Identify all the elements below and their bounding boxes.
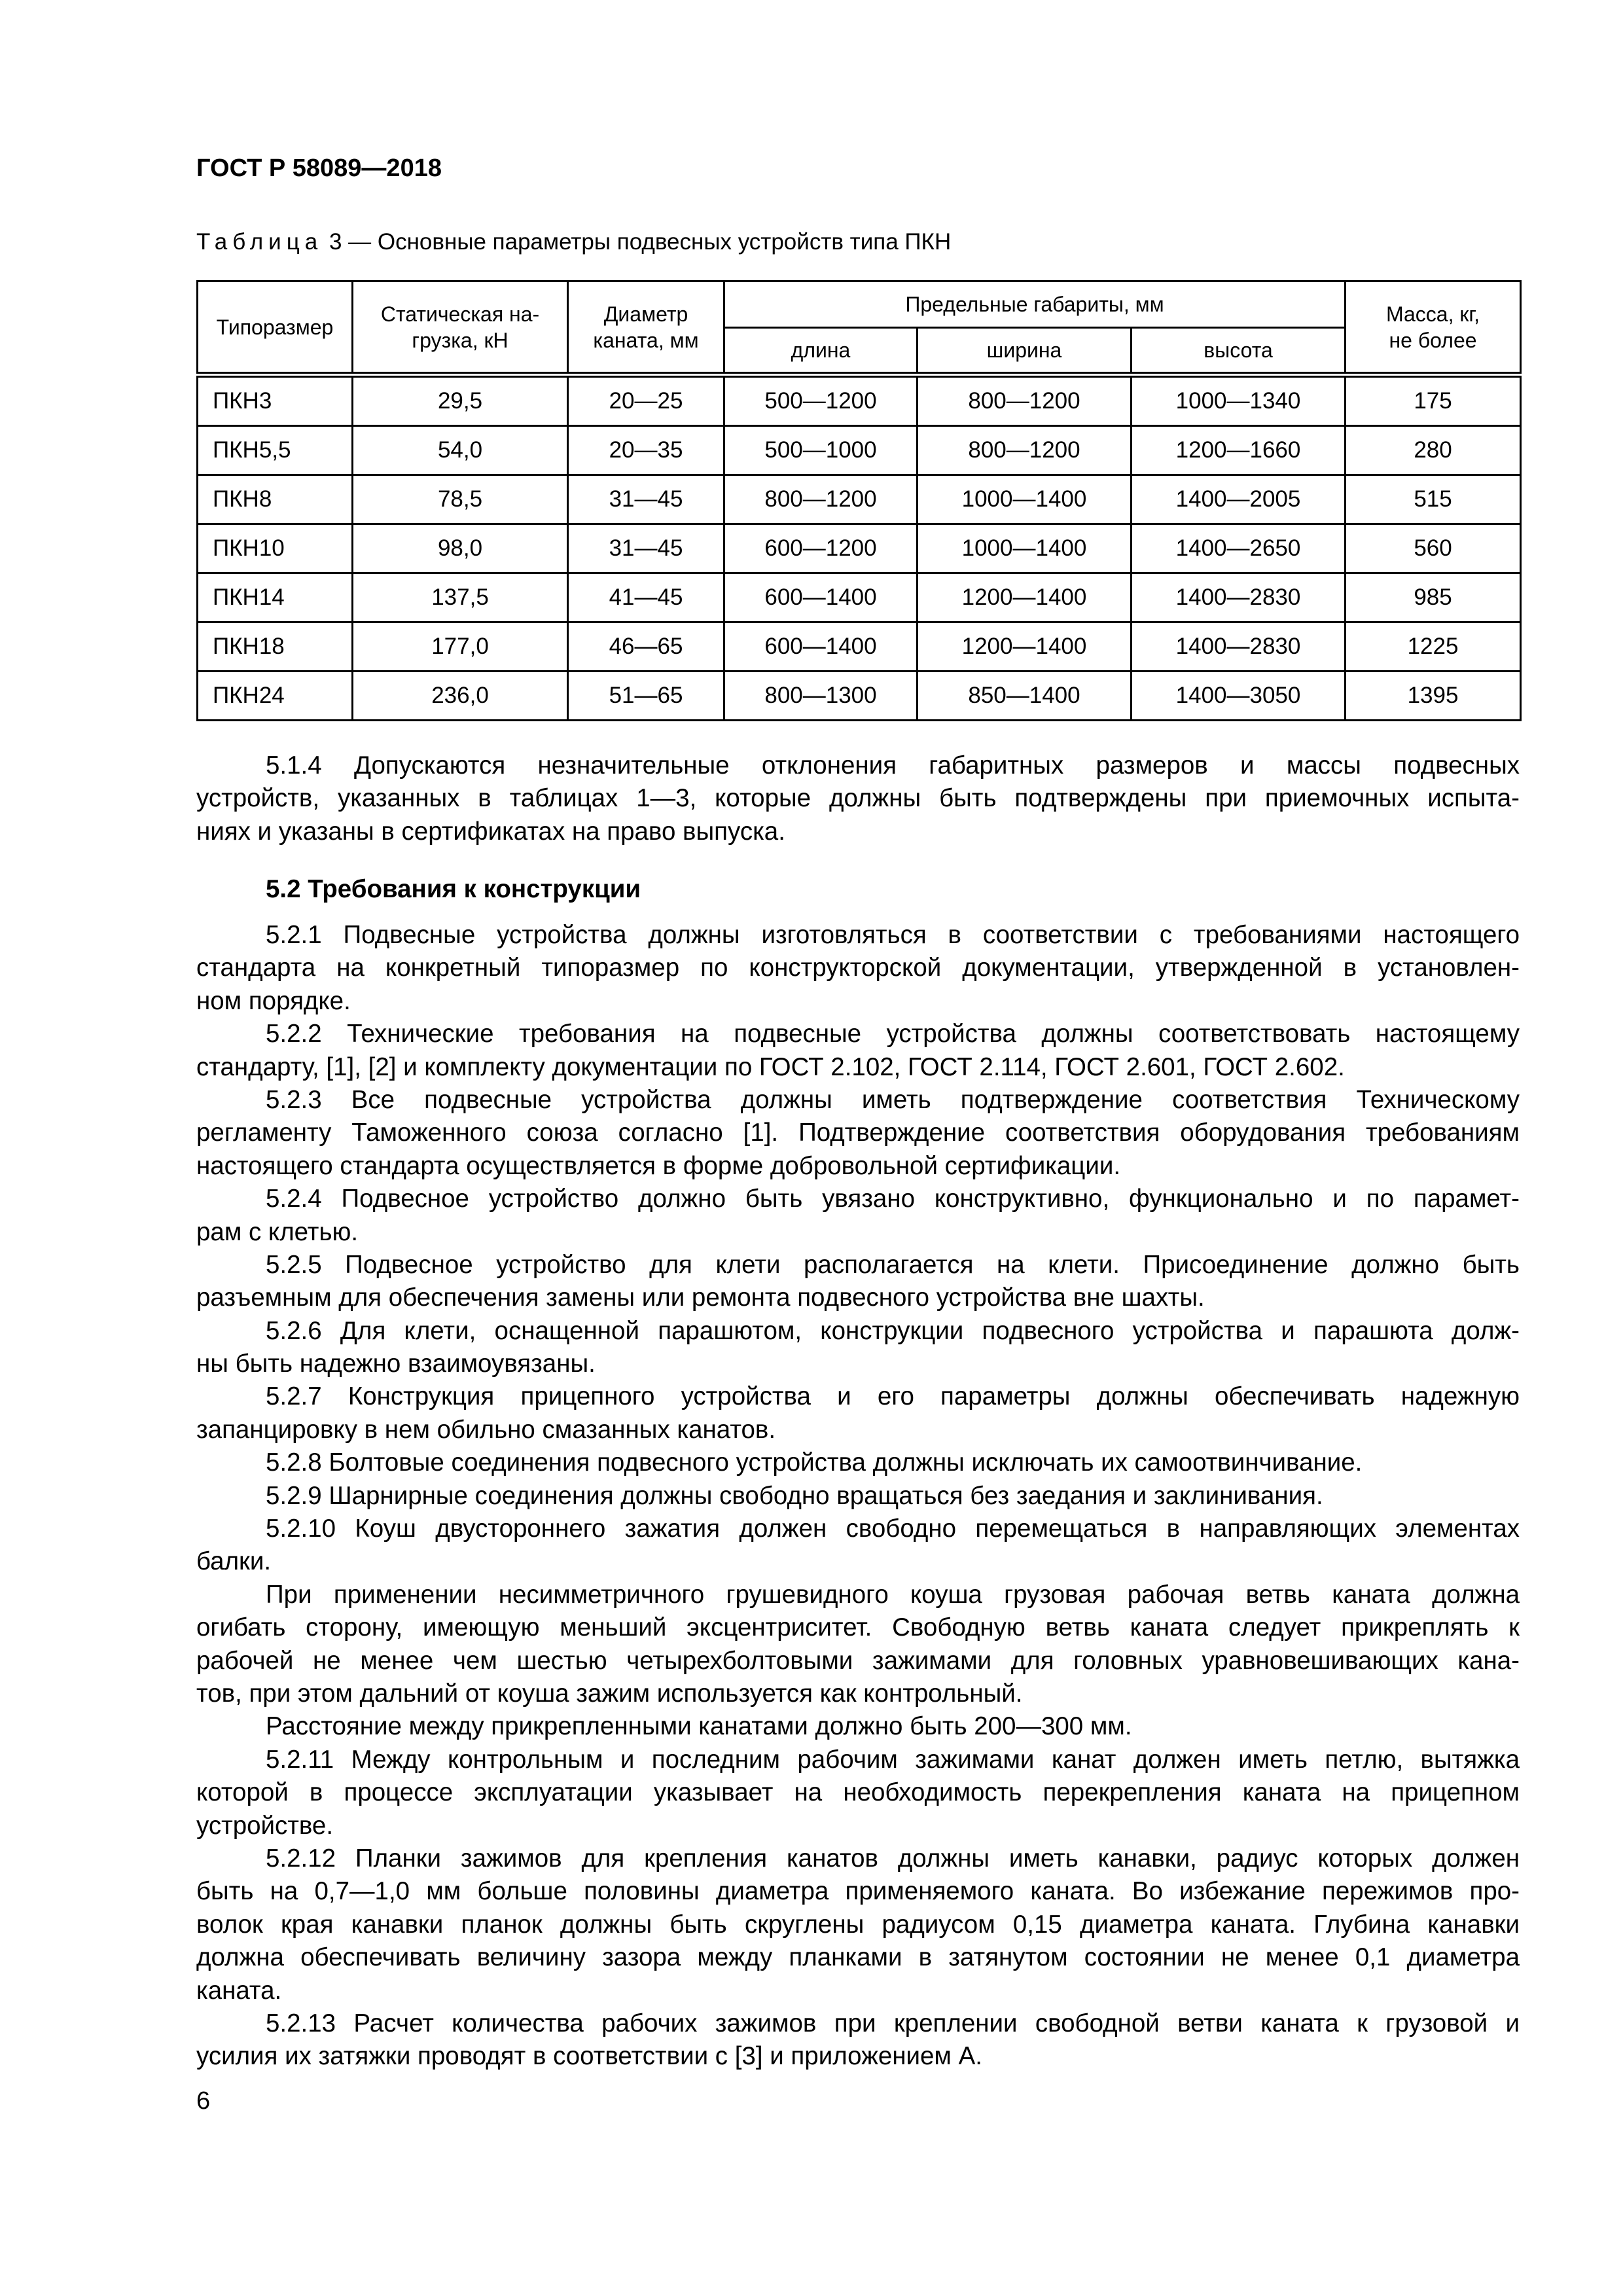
section-body (196, 919, 1520, 2073)
table-cell: 1400—2650 (1132, 524, 1346, 573)
text-line: быть на 0,7—1,0 мм больше половины диаметра применяемого каната. Во избежание пережимов про- (196, 1877, 1520, 1906)
table-cell: 515 (1346, 475, 1521, 524)
table-cell: 41—45 (568, 573, 724, 622)
header-load: Статическая на-грузка, кН (353, 281, 568, 375)
header-size: Типоразмер (198, 281, 353, 375)
table-cell: 850—1400 (918, 672, 1132, 721)
table-cell: 20—35 (568, 426, 724, 475)
table-cell: 98,0 (353, 524, 568, 573)
paragraph (196, 1183, 1520, 1249)
text-line: 5.2.9 Шарнирные соединения должны свободно вращаться без заедания и заклинивания. (266, 1481, 1323, 1510)
table-cell: 1200—1400 (918, 622, 1132, 672)
table-cell: ПКН3 (198, 375, 353, 426)
header-height: высота (1132, 328, 1346, 375)
table-row (198, 573, 1521, 622)
table-caption-text: 3 — Основные параметры подвесных устройств типа ПКН (329, 229, 952, 255)
table-row (198, 524, 1521, 573)
text-line: 5.2.8 Болтовые соединения подвесного устройства должны исключать их самоотвинчивание. (266, 1448, 1363, 1477)
paragraph (196, 1084, 1520, 1183)
text-line: При применении несимметричного грушевидного коуша грузовая рабочая ветвь каната должна (266, 1580, 1520, 1609)
text-line: рабочей не менее чем шестью четырехболтовыми зажимами для головных уравновешивающих кана- (196, 1646, 1520, 1675)
text-line: 5.2.6 Для клети, оснащенной парашютом, конструкции подвесного устройства и парашюта долж- (266, 1316, 1520, 1345)
table-cell: 280 (1346, 426, 1521, 475)
text-line: запанцировку в нем обильно смазанных канатов. (196, 1415, 776, 1444)
paragraph (196, 1315, 1520, 1381)
table-cell: 31—45 (568, 524, 724, 573)
table-cell: ПКН8 (198, 475, 353, 524)
table-cell: 560 (1346, 524, 1521, 573)
section-heading: 5.2 Требования к конструкции (266, 875, 641, 903)
text-line: огибать сторону, имеющую меньший эксцентриситет. Свободную ветвь каната следует прикреплять к (196, 1613, 1520, 1642)
text-line: Расстояние между прикрепленными канатами должно быть 200—300 мм. (266, 1712, 1132, 1741)
text-line: регламенту Таможенного союза согласно [1]. Подтверждение соответствия оборудования требованиям (196, 1119, 1520, 1147)
paragraph (196, 1710, 1520, 1743)
table-cell: 600—1400 (724, 622, 918, 672)
text-line: должна обеспечивать величину зазора между планками в затянутом состоянии не менее 0,1 диаметра (196, 1943, 1520, 1972)
table-caption-prefix: Таблица (196, 229, 323, 255)
table-cell: 600—1400 (724, 573, 918, 622)
table-cell: ПКН10 (198, 524, 353, 573)
table-cell: 46—65 (568, 622, 724, 672)
table-cell: 51—65 (568, 672, 724, 721)
table-cell: 1395 (1346, 672, 1521, 721)
text-line: 5.2.10 Коуш двустороннего зажатия должен свободно перемещаться в направляющих элементах (266, 1515, 1520, 1543)
paragraph (196, 1480, 1520, 1513)
table-cell: 1000—1400 (918, 475, 1132, 524)
text-line: 5.2.12 Планки зажимов для крепления канатов должны иметь канавки, радиус которых должен (266, 1844, 1520, 1873)
document-code-header: ГОСТ Р 58089—2018 (196, 154, 442, 182)
table-cell: ПКН18 (198, 622, 353, 672)
text-line: разъемным для обеспечения замены или ремонта подвесного устройства вне шахты. (196, 1283, 1205, 1312)
table-cell: 1400—2830 (1132, 622, 1346, 672)
table-cell: 800—1200 (918, 375, 1132, 426)
text-line: 5.2.1 Подвесные устройства должны изготовляться в соответствии с требованиями настоящего (266, 921, 1520, 949)
table-cell: 800—1200 (918, 426, 1132, 475)
table-caption (196, 229, 951, 255)
table-cell: 137,5 (353, 573, 568, 622)
text-line: 5.1.4 Допускаются незначительные отклонения габаритных размеров и массы подвесных (266, 751, 1520, 780)
text-line: 5.2.11 Между контрольным и последним рабочим зажимами канат должен иметь петлю, вытяжка (266, 1745, 1520, 1774)
table-cell: 54,0 (353, 426, 568, 475)
paragraph-5-1-4 (196, 749, 1520, 848)
table-cell: 20—25 (568, 375, 724, 426)
paragraph (196, 1744, 1520, 1842)
text-line: рам с клетью. (196, 1217, 359, 1246)
table-cell: 1200—1400 (918, 573, 1132, 622)
table-cell: 1200—1660 (1132, 426, 1346, 475)
table-cell: 175 (1346, 375, 1521, 426)
header-width: ширина (918, 328, 1132, 375)
table-cell: 1000—1400 (918, 524, 1132, 573)
table-cell: ПКН24 (198, 672, 353, 721)
text-line: усилия их затяжки проводят в соответствии с [3] и приложением А. (196, 2042, 982, 2071)
table-cell: 800—1300 (724, 672, 918, 721)
header-limits: Предельные габариты, мм (724, 281, 1346, 328)
text-line: настоящего стандарта осуществляется в форме добровольной сертификации. (196, 1151, 1121, 1180)
table-cell: 1400—2830 (1132, 573, 1346, 622)
table-cell: 1225 (1346, 622, 1521, 672)
header-length: длина (724, 328, 918, 375)
text-line: 5.2.4 Подвесное устройство должно быть увязано конструктивно, функционально и по парамет- (266, 1185, 1520, 1213)
text-line: ны быть надежно взаимоувязаны. (196, 1350, 596, 1378)
text-line: балки. (196, 1547, 272, 1576)
paragraph (196, 1018, 1520, 1084)
text-line: устройств, указанных в таблицах 1—3, которые должны быть подтверждены при приемочных испыта- (196, 784, 1520, 813)
paragraph (196, 1579, 1520, 1711)
text-line: волок края канавки планок должны быть скруглены радиусом 0,15 диаметра каната. Глубина канавки (196, 1910, 1520, 1939)
paragraph (196, 1380, 1520, 1446)
page-number: 6 (196, 2087, 211, 2115)
text-line: стандарта на конкретный типоразмер по конструкторской документации, утвержденной в установлен- (196, 954, 1520, 982)
parameters-table (196, 280, 1522, 721)
table-cell: 600—1200 (724, 524, 918, 573)
table-cell: 29,5 (353, 375, 568, 426)
table-cell: 31—45 (568, 475, 724, 524)
table-cell: 1000—1340 (1132, 375, 1346, 426)
table-cell: 800—1200 (724, 475, 918, 524)
paragraph (196, 1842, 1520, 2007)
table-row (198, 672, 1521, 721)
table-cell: 1400—3050 (1132, 672, 1346, 721)
table-cell: 1400—2005 (1132, 475, 1346, 524)
paragraph (196, 2007, 1520, 2073)
paragraph (196, 1513, 1520, 1579)
table-row (198, 375, 1521, 426)
table-row (198, 622, 1521, 672)
table-cell: 500—1200 (724, 375, 918, 426)
paragraph (196, 919, 1520, 1018)
text-line: 5.2.3 Все подвесные устройства должны иметь подтверждение соответствия Техническому (266, 1085, 1520, 1114)
text-line: которой в процессе эксплуатации указывает на необходимость перекрепления каната на прицепном (196, 1778, 1520, 1807)
table-row (198, 426, 1521, 475)
text-line: 5.2.2 Технические требования на подвесные устройства должны соответствовать настоящему (266, 1020, 1520, 1049)
text-line: 5.2.7 Конструкция прицепного устройства и его параметры должны обеспечивать надежную (266, 1382, 1520, 1411)
header-mass: Масса, кг, не более (1346, 281, 1521, 375)
text-line: каната. (196, 1976, 282, 2005)
table-cell: 985 (1346, 573, 1521, 622)
table-cell: 236,0 (353, 672, 568, 721)
text-line: стандарту, [1], [2] и комплекту документации по ГОСТ 2.102, ГОСТ 2.114, ГОСТ 2.601, ГОСТ 2.602. (196, 1052, 1345, 1081)
table-cell: 78,5 (353, 475, 568, 524)
header-diameter: Диаметр каната, мм (568, 281, 724, 375)
table-cell: ПКН14 (198, 573, 353, 622)
paragraph (196, 1446, 1520, 1479)
table-row (198, 475, 1521, 524)
text-line: 5.2.13 Расчет количества рабочих зажимов при креплении свободной ветви каната к грузовой и (266, 2009, 1520, 2037)
text-line: ном порядке. (196, 986, 351, 1015)
text-line: устройстве. (196, 1811, 334, 1840)
table-cell: 500—1000 (724, 426, 918, 475)
text-line: ниях и указаны в сертификатах на право выпуска. (196, 817, 785, 846)
paragraph (196, 1249, 1520, 1315)
text-line: 5.2.5 Подвесное устройство для клети располагается на клети. Присоединение должно быть (266, 1250, 1520, 1279)
table-cell: ПКН5,5 (198, 426, 353, 475)
text-line: тов, при этом дальний от коуша зажим используется как контрольный. (196, 1679, 1023, 1708)
table-cell: 177,0 (353, 622, 568, 672)
